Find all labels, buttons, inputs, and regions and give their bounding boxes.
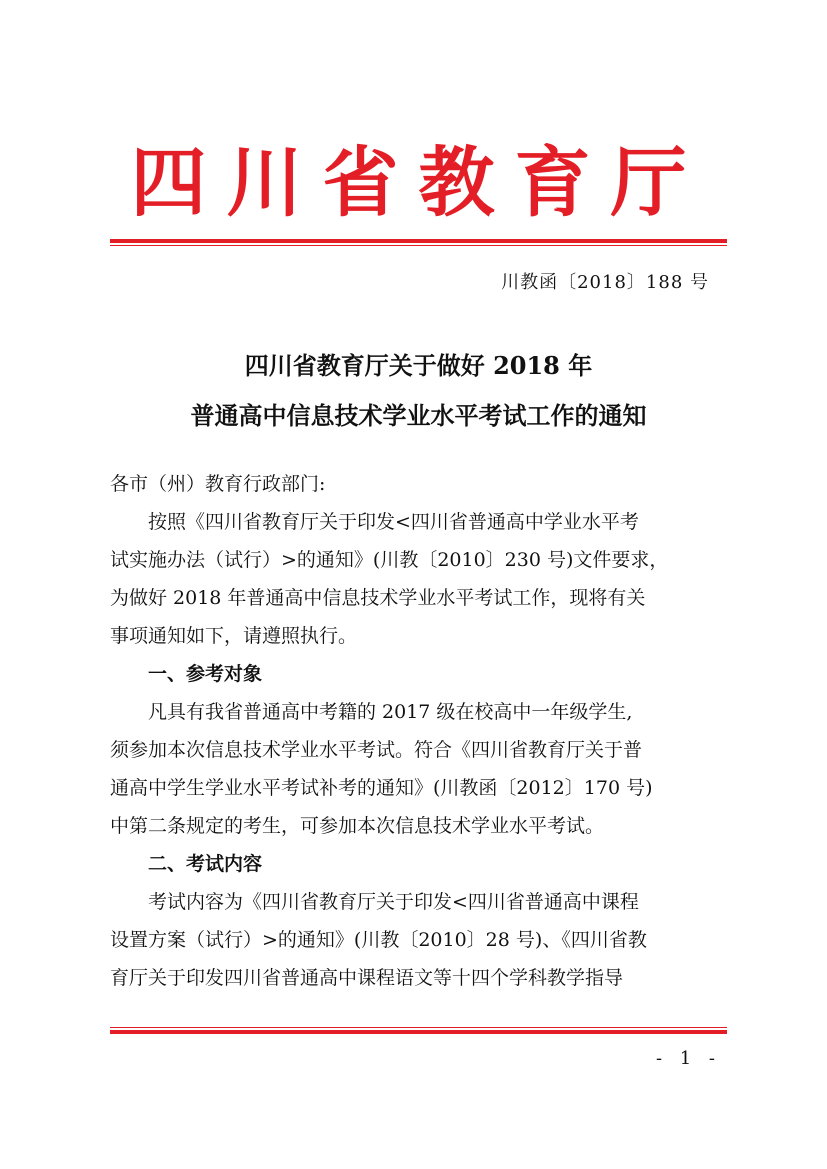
paragraph-2-line: 凡具有我省普通高中考籍的 2017 级在校高中一年级学生, (148, 701, 633, 723)
paragraph-2-line: 通高中学生学业水平考试补考的通知》(川教函〔2012〕170 号) (110, 777, 653, 799)
paragraph-3-line: 育厅关于印发四川省普通高中课程语文等十四个学科教学指导 (110, 967, 624, 989)
paragraph-1-line: 事项通知如下，请遵照执行。 (110, 625, 358, 647)
paragraph-2-line: 须参加本次信息技术学业水平考试。符合《四川省教育厅关于普 (110, 739, 643, 761)
paragraph-1-line: 为做好 2018 年普通高中信息技术学业水平考试工作，现将有关 (110, 587, 646, 609)
title-line-2: 普通高中信息技术学业水平考试工作的通知 (190, 401, 647, 430)
footer-divider-thick (110, 1030, 727, 1034)
document-title (110, 341, 727, 441)
footer-divider-thin (110, 1027, 727, 1028)
page-number: - 1 - (655, 1048, 721, 1069)
section-heading-2: 二、考试内容 (148, 853, 263, 875)
document-body (110, 465, 727, 997)
salutation: 各市（州）教育行政部门: (110, 473, 326, 495)
header-divider-thin (110, 245, 727, 246)
paragraph-3-line: 设置方案（试行）>的通知》(川教〔2010〕28 号)、《四川省教 (110, 929, 647, 951)
agency-masthead: 四川省教育厅 (130, 138, 707, 227)
header-divider-thick (110, 239, 727, 243)
document-number: 川教函〔2018〕188 号 (501, 272, 709, 293)
paragraph-3-line: 考试内容为《四川省教育厅关于印发<四川省普通高中课程 (148, 891, 639, 913)
paragraph-1-line: 按照《四川省教育厅关于印发<四川省普通高中学业水平考 (148, 511, 639, 533)
paragraph-1-line: 试实施办法（试行）>的通知》(川教〔2010〕230 号)文件要求， (110, 549, 669, 571)
title-line-1: 四川省教育厅关于做好 2018 年 (244, 351, 593, 380)
section-heading-1: 一、参考对象 (148, 663, 263, 685)
paragraph-2-line: 中第二条规定的考生，可参加本次信息技术学业水平考试。 (110, 815, 605, 837)
